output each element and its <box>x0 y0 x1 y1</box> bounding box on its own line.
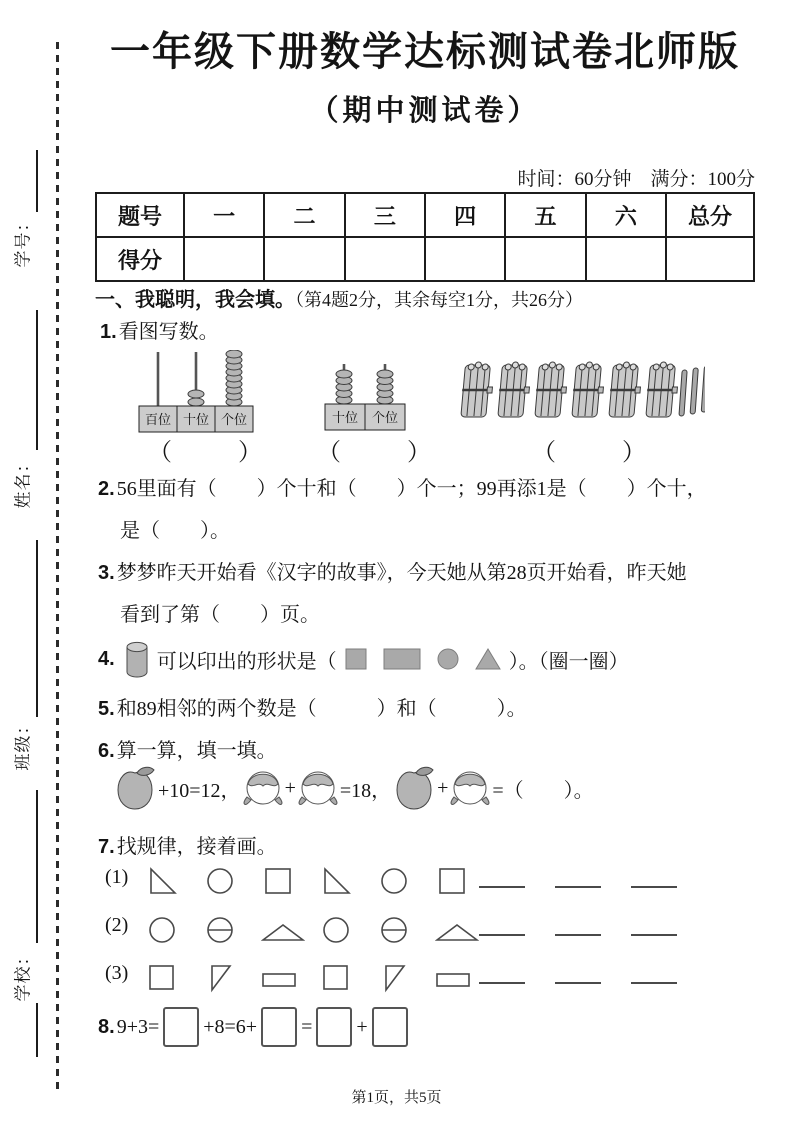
equation-part: =（ ）。 <box>492 779 594 802</box>
sidebar-label-class: 班级： <box>13 716 33 771</box>
sidebar-label-school: 学校： <box>13 947 33 1002</box>
place-label-tens: 十位 <box>182 412 210 427</box>
pattern-row-3-shapes <box>145 954 493 994</box>
pattern-row-3-label: (3) <box>105 962 129 984</box>
question-1-number: 1. <box>100 321 117 343</box>
score-header-cell: 总分 <box>666 193 754 237</box>
flat-triangle-icon <box>261 906 319 946</box>
score-empty-cell <box>505 237 585 281</box>
place-label-ones: 个位 <box>371 410 399 425</box>
question-2-number: 2. <box>98 478 115 500</box>
pattern-row-1-answer-blanks <box>479 886 677 888</box>
square-icon <box>261 858 319 898</box>
right-triangle-icon <box>319 858 377 898</box>
question-5 <box>98 692 527 721</box>
equation-part: + <box>284 776 296 799</box>
answer-line <box>479 982 525 984</box>
pattern-row-2-answer-blanks <box>479 934 677 936</box>
question-4-number: 4. <box>98 647 115 670</box>
score-table-header-row <box>96 193 754 237</box>
pattern-row-2-shapes <box>145 906 493 946</box>
question-3-text-1: 梦梦昨天开始看《汉字的故事》，今天她从第28页开始看，昨天她 <box>116 562 687 584</box>
cylinder-icon <box>123 638 151 680</box>
score-empty-cell <box>345 237 425 281</box>
flat-rectangle-icon <box>435 954 493 994</box>
sidebar-label-name: 姓名： <box>13 454 33 509</box>
question-3-number: 3. <box>98 562 115 584</box>
question-7-number: 7. <box>98 836 115 858</box>
score-row-label: 得分 <box>96 237 184 281</box>
score-table-score-row <box>96 237 754 281</box>
pattern-row-3-answer-blanks <box>479 982 677 984</box>
page-subtitle: （期中测试卷） <box>309 95 541 127</box>
equation-part: + <box>437 776 449 799</box>
pattern-row-3 <box>95 952 755 1000</box>
place-label-hundreds: 百位 <box>144 412 172 427</box>
equation-part: +10=12， <box>158 779 241 802</box>
pattern-row-1-shapes <box>145 858 493 898</box>
score-header-cell: 二 <box>264 193 344 237</box>
answer-line <box>479 886 525 888</box>
equation-part: +8=6+ <box>203 1015 258 1038</box>
equation-part: =18， <box>339 779 392 802</box>
question-6-number: 6. <box>98 740 115 762</box>
flat-rectangle-icon <box>261 954 319 994</box>
time-score-info: 时间：60分钟 满分：100分 <box>517 169 755 190</box>
answer-box <box>316 1007 352 1047</box>
question-8 <box>98 1006 412 1048</box>
circle-icon <box>203 858 261 898</box>
circle-with-line-icon <box>377 906 435 946</box>
score-empty-cell <box>666 237 754 281</box>
question-4-text-after: ）。（圈一圈） <box>508 650 629 673</box>
answer-line <box>631 934 677 936</box>
question-4 <box>98 636 629 682</box>
question-7-text: 找规律，接着画。 <box>116 836 277 858</box>
question-3-line-1 <box>98 556 687 585</box>
abacus-hundreds-tens-ones-icon <box>137 350 255 434</box>
pattern-row-1-label: (1) <box>105 866 129 888</box>
score-header-cell: 一 <box>184 193 264 237</box>
score-empty-cell <box>425 237 505 281</box>
question-3-line-2 <box>120 598 320 627</box>
question-1-figure <box>95 350 755 472</box>
answer-box <box>372 1007 408 1047</box>
question-6 <box>98 734 277 763</box>
question-6-equation <box>112 762 594 814</box>
answer-line <box>555 934 601 936</box>
answer-line <box>631 886 677 888</box>
seal-blank-line <box>36 790 38 943</box>
right-triangle-top-icon <box>203 954 261 994</box>
circle-with-line-icon <box>203 906 261 946</box>
answer-box <box>261 1007 297 1047</box>
page-title: 一年级下册数学达标测试卷北师版 <box>110 29 740 74</box>
triangle-shape-icon <box>475 648 501 670</box>
peach-icon <box>241 766 285 810</box>
place-label-tens: 十位 <box>331 410 359 425</box>
binding-dashed-line <box>56 42 59 1094</box>
section-1-heading <box>95 283 583 312</box>
pear-icon <box>112 764 158 812</box>
score-header-cell: 五 <box>505 193 585 237</box>
answer-line <box>555 982 601 984</box>
question-1 <box>100 315 219 344</box>
score-header-cell: 三 <box>345 193 425 237</box>
question-7 <box>98 830 277 859</box>
pattern-row-2-label: (2) <box>105 914 129 936</box>
question-1-text: 看图写数。 <box>118 321 219 343</box>
score-empty-cell <box>586 237 666 281</box>
score-header-cell: 题号 <box>96 193 184 237</box>
square-icon <box>435 858 493 898</box>
score-header-cell: 六 <box>586 193 666 237</box>
section-1-note: （第4题2分，其余每空1分，共26分） <box>295 290 583 310</box>
score-empty-cell <box>184 237 264 281</box>
flat-triangle-icon <box>435 906 493 946</box>
seal-blank-line <box>36 540 38 717</box>
rectangle-shape-icon <box>383 648 421 670</box>
answer-line <box>555 886 601 888</box>
circle-icon <box>377 858 435 898</box>
pattern-row-1 <box>95 856 755 904</box>
score-empty-cell <box>264 237 344 281</box>
score-header-cell: 四 <box>425 193 505 237</box>
question-2-line-2 <box>120 514 230 543</box>
circle-shape-icon <box>437 648 459 670</box>
peach-icon <box>296 766 340 810</box>
answer-line <box>479 934 525 936</box>
question-4-text-before: 可以印出的形状是（ <box>156 650 337 673</box>
abacus-tens-ones-icon <box>323 362 407 432</box>
question-8-number: 8. <box>98 1015 115 1038</box>
score-table <box>95 192 755 282</box>
answer-line <box>631 982 677 984</box>
answer-box <box>163 1007 199 1047</box>
square-icon <box>145 954 203 994</box>
question-2-line-1 <box>98 472 707 501</box>
place-label-ones: 个位 <box>220 412 248 427</box>
sidebar-label-student-id: 学号： <box>13 213 33 268</box>
seal-blank-line <box>36 1003 38 1057</box>
circle-icon <box>145 906 203 946</box>
seal-blank-line <box>36 150 38 212</box>
equation-part: = <box>301 1015 313 1038</box>
seal-blank-line <box>36 310 38 450</box>
question-2-text-2: 是（ ）。 <box>120 520 230 542</box>
page-footer: 第1页，共5页 <box>351 1090 442 1106</box>
equation-part: + <box>356 1015 368 1038</box>
right-triangle-icon <box>145 858 203 898</box>
pattern-row-2 <box>95 904 755 952</box>
question-3-text-2: 看到了第（ ）页。 <box>120 604 320 626</box>
question-5-number: 5. <box>98 698 115 720</box>
right-triangle-top-icon <box>377 954 435 994</box>
counting-sticks-icon <box>460 358 705 424</box>
section-1-title: 一、我聪明，我会填。 <box>95 289 295 311</box>
question-2-text-1: 56里面有（ ）个十和（ ）个一；99再添1是（ ）个十， <box>116 478 707 500</box>
answer-blank: （ ） <box>317 440 437 466</box>
answer-blank: （ ） <box>532 440 652 466</box>
square-icon <box>319 954 377 994</box>
pear-icon <box>391 764 437 812</box>
equation-part: 9+3= <box>116 1015 160 1038</box>
circle-icon <box>319 906 377 946</box>
answer-blank: （ ） <box>148 440 268 466</box>
question-6-text: 算一算，填一填。 <box>116 740 277 762</box>
square-shape-icon <box>345 648 367 670</box>
peach-icon <box>448 766 492 810</box>
question-5-text: 和89相邻的两个数是（ ）和（ ）。 <box>116 698 527 720</box>
